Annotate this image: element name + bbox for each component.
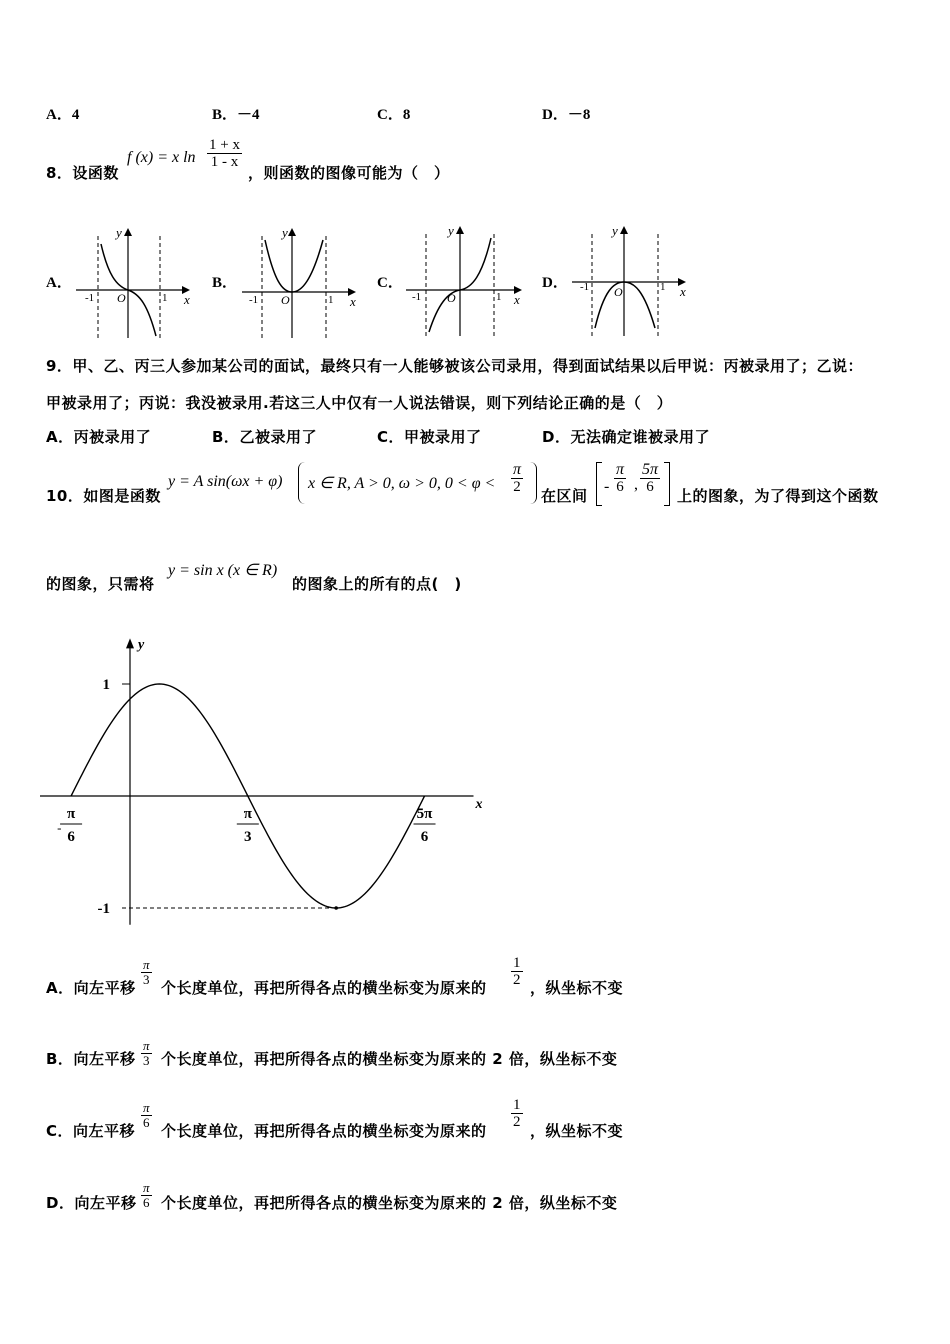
- q10-condition: x ∈ R, A > 0, ω > 0, 0 < φ <: [308, 475, 496, 492]
- q10-prefix: 10．如图是函数: [46, 487, 161, 505]
- q10-option-a-shift: π 3: [143, 957, 150, 987]
- q8d-ylabel: y: [612, 223, 618, 238]
- x-tick-den: 3: [244, 829, 252, 845]
- q8-frac-den: 1 - x: [210, 154, 239, 170]
- q8c-pos-tick: 1: [496, 291, 502, 303]
- q8c-neg-tick: -1: [412, 291, 422, 303]
- q8c-xlabel: x: [514, 292, 520, 307]
- x-tick-label: [57, 806, 82, 845]
- q8-number: 8．设函数: [46, 164, 119, 182]
- q7-option-b: B．－4: [212, 107, 260, 123]
- q9-text-line2: 甲被录用了；丙说：我没被录用.若这三人中仅有一人说法错误，则下列结论正确的是（ ）: [46, 394, 673, 412]
- q9-option-d: D．无法确定谁被录用了: [542, 428, 710, 446]
- q10-function: y = A sin(ωx + φ): [168, 473, 283, 490]
- q8c-origin: O: [447, 291, 456, 305]
- q10-option-a-post: ，纵坐标不变: [530, 979, 624, 997]
- q10-line2-suffix: 的图象上的所有的点( ): [292, 575, 462, 593]
- x-tick-num: 5π: [416, 806, 433, 822]
- q8-frac-num: 1 + x: [209, 137, 240, 153]
- q10-option-b: B．向左平移: [46, 1050, 136, 1068]
- y-axis-label: y: [138, 637, 145, 653]
- q8-option-a-letter: A．: [46, 275, 72, 291]
- q8b-ylabel: y: [282, 225, 288, 240]
- q10-line2-function: y = sin x (x ∈ R): [168, 562, 278, 579]
- q10-interval-right: 5π 6: [642, 461, 659, 495]
- q10-sine-chart: [40, 620, 500, 940]
- q10-option-d: D．向左平移: [46, 1194, 137, 1212]
- q8a-ylabel: y: [116, 225, 122, 240]
- q10-interval-neg-sign: -: [604, 478, 610, 495]
- q8b-origin: O: [281, 293, 290, 307]
- q8a-neg-tick: -1: [85, 292, 95, 304]
- q10-option-a-half: 1 2: [513, 955, 521, 988]
- x-tick-sign: -: [57, 820, 62, 835]
- q10-option-c-shift: π 6: [143, 1100, 150, 1130]
- q8-option-d-letter: D．: [542, 275, 568, 291]
- q10-option-b-mid: 个长度单位，再把所得各点的横坐标变为原来的 2 倍，纵坐标不变: [161, 1050, 618, 1068]
- q10-line2-prefix: 的图象，只需将: [46, 575, 155, 593]
- y-tick-label: -1: [97, 901, 110, 917]
- q9-option-a: A．丙被录用了: [46, 428, 152, 446]
- q8d-neg-tick: -1: [580, 281, 590, 293]
- q7-option-c: C．8: [377, 107, 411, 123]
- y-axis-arrow: [126, 638, 134, 648]
- q8-graph-b: [238, 222, 364, 340]
- chart-ticks: [57, 677, 435, 917]
- q8d-origin: O: [614, 285, 623, 299]
- q9-option-c: C．甲被录用了: [377, 428, 482, 446]
- q8d-xlabel: x: [680, 284, 686, 299]
- q10-option-d-shift: π 6: [143, 1180, 150, 1210]
- y-tick-label: 1: [102, 677, 110, 693]
- q10-option-a: A．向左平移: [46, 979, 136, 997]
- q8a-xlabel: x: [184, 292, 190, 307]
- q8d-pos-tick: 1: [660, 281, 666, 293]
- q8a-origin: O: [117, 291, 126, 305]
- x-tick-label: [414, 806, 436, 845]
- q8b-pos-tick: 1: [328, 294, 334, 306]
- q7-option-d: D．－8: [542, 107, 591, 123]
- q8-option-c-letter: C．: [377, 275, 403, 291]
- q10-interval-left: π 6: [616, 461, 625, 495]
- q8-function-fraction: [207, 137, 242, 170]
- q10-option-d-mid: 个长度单位，再把所得各点的横坐标变为原来的 2 倍，纵坐标不变: [161, 1194, 618, 1212]
- q10-option-c-half: 1 2: [513, 1097, 521, 1130]
- q8-graph-d: [568, 220, 694, 338]
- q8b-xlabel: x: [350, 294, 356, 309]
- q10-mid-text: 在区间: [541, 487, 588, 505]
- q10-option-c-mid: 个长度单位，再把所得各点的横坐标变为原来的: [161, 1122, 487, 1140]
- q10-option-c-post: ，纵坐标不变: [530, 1122, 624, 1140]
- x-tick-den: 6: [67, 829, 75, 845]
- q9-text-line1: 9．甲、乙、丙三人参加某公司的面试，最终只有一人能够被该公司录用，得到面试结果以后甲说：丙被录用了；乙说：: [46, 357, 863, 375]
- q8-graph-c: [402, 220, 532, 338]
- q8a-pos-tick: 1: [162, 292, 168, 304]
- x-tick-den: 6: [420, 829, 429, 845]
- q10-cond-fraction: π 2: [513, 461, 522, 495]
- q10-option-c: C．向左平移: [46, 1122, 136, 1140]
- q8-function-lhs: f (x) = x ln: [127, 149, 196, 166]
- x-tick-num: π: [66, 806, 76, 822]
- x-axis-label: x: [475, 797, 483, 812]
- q9-option-b: B．乙被录用了: [212, 428, 317, 446]
- q10-option-a-mid: 个长度单位，再把所得各点的横坐标变为原来的: [161, 979, 487, 997]
- q10-option-b-shift: π 3: [143, 1038, 150, 1068]
- q8-graph-a: [72, 222, 198, 340]
- q8-option-b-letter: B．: [212, 275, 238, 291]
- q8c-ylabel: y: [448, 223, 454, 238]
- min-point: [334, 906, 338, 910]
- q10-suffix: 上的图象，为了得到这个函数: [677, 487, 879, 505]
- q8-question-suffix: ，则函数的图像可能为（ ）: [248, 164, 450, 182]
- x-tick-num: π: [243, 806, 252, 822]
- q8b-neg-tick: -1: [249, 294, 259, 306]
- q7-option-a: A．4: [46, 107, 80, 123]
